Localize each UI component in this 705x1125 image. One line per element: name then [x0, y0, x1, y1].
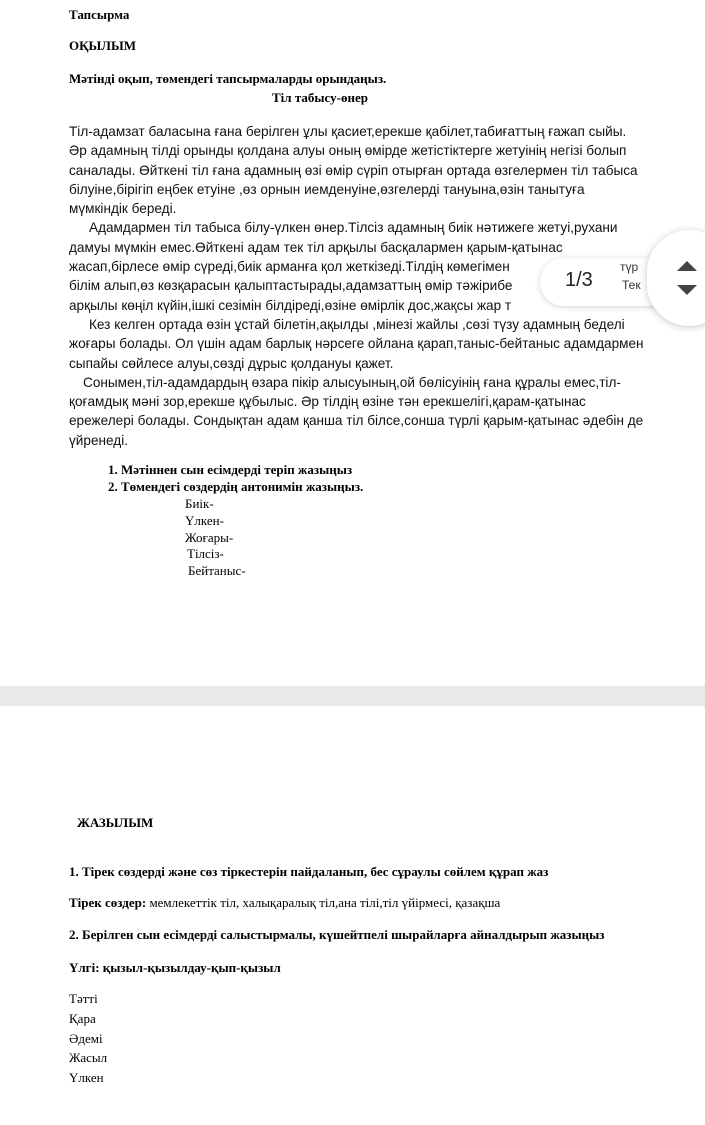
- antonym-word: Жоғары-: [185, 530, 234, 545]
- text-title: Тіл табысу-өнер: [272, 90, 368, 105]
- text-line: білуіне,бірігіп еңбек етуіне ,өз орнын иемденуіне,өзгелерді тануына,өзін танытуға: [69, 181, 585, 197]
- hidden-fragment: Тек: [622, 278, 641, 292]
- keywords-value: мемлекеттік тіл, халықаралық тіл,ана тілі,тіл үйірмесі, қазақша: [149, 895, 501, 910]
- text-line: ережелері болады. Сондықтан адам қанша тіл білсе,сонша түрлі қарым-қатынас әдебін де: [69, 413, 644, 429]
- text-line: Әр адамның тілді орынды қолдана алуы оның өмірде жетістіктерге жетуінің негізі болып: [69, 143, 627, 159]
- section-title-reading: ОҚЫЛЫМ: [69, 38, 137, 53]
- text-line: мүмкіндік береді.: [69, 201, 177, 217]
- chevron-up-icon[interactable]: [677, 261, 697, 271]
- text-line: жоғары болады. Ол үшін адам барлық нәрсеге ойлана қарап,таныс-бейтаныс адамдармен: [69, 336, 644, 352]
- adjective-word: Үлкен: [69, 1070, 104, 1085]
- text-line: үйренеді.: [69, 432, 129, 448]
- text-line: сыпайы сөйлесе алуы,сөзді дұрыс қолдануы қажет.: [69, 355, 394, 371]
- text-line: жасап,бірлесе өмір сүреді,биік арманға қол жеткізеді.Тілдің көмегімен: [69, 259, 510, 275]
- text-line: дамуы мүмкін емес.Өйткені адам тек тіл арқылы басқалармен қарым-қатынас: [69, 239, 563, 255]
- section-label: Тапсырма: [69, 7, 130, 22]
- page-counter: 1/3: [565, 269, 593, 291]
- antonym-word: Биік-: [185, 496, 214, 511]
- text-line: Тіл-адамзат баласына ғана берілген ұлы қасиет,ерекше қабілет,табиғаттың ғажап сыйы.: [69, 124, 627, 139]
- example: Үлгі: қызыл-қызылдау-қып-қызыл: [69, 960, 281, 975]
- document-page-2: [0, 706, 705, 1125]
- antonym-word: Үлкен-: [185, 513, 224, 528]
- text-line: арқылы көңіл күйін,ішкі сезімін білдіреді,өзіне өмірлік дос,жақсы жар т: [69, 297, 512, 313]
- adjective-word: Қара: [69, 1011, 96, 1026]
- writing-task-2: 2. Берілген сын есімдерді салыстырмалы, күшейтпелі шырайларға айналдырып жазыңыз: [69, 927, 605, 942]
- hidden-fragment: түр: [620, 260, 639, 274]
- instruction: Мәтінді оқып, төмендегі тапсырмаларды орындаңыз.: [69, 71, 387, 86]
- text-line: саналады. Өйткені тіл ғана адамның өзі өмір сүріп отырған ортада өзгелермен тіл табыса: [69, 162, 638, 178]
- text-line: Кез келген ортада өзін ұстай білетін,ақылды ,мінезі жайлы ,сөзі түзу адамның беделі: [89, 316, 625, 332]
- adjective-word: Тәтті: [69, 991, 98, 1006]
- writing-task-1: 1. Тірек сөздерді және сөз тіркестерін пайдаланып, бес сұраулы сөйлем құрап жаз: [69, 864, 549, 879]
- task-1: 1. Мәтіннен сын есімдерді теріп жазыңыз: [108, 462, 353, 477]
- text-line: Адамдармен тіл табыса білу-үлкен өнер.Тілсіз адамның биік нәтижеге жетуі,рухани: [89, 220, 618, 236]
- text-line: Сонымен,тіл-адамдардың өзара пікір алысуының,ой бөлісуінің ғана құралы емес,тіл-: [83, 374, 621, 390]
- text-line: қоғамдық мәні зор,ерекше құбылыс. Әр тілдің өзіне тән ерекшелігі,қарам-қатынас: [69, 394, 586, 410]
- adjective-word: Жасыл: [69, 1050, 108, 1065]
- antonym-word: Тілсіз-: [187, 546, 224, 561]
- text-line: білім алып,өз көзқарасын қалыптастырады,адамзаттың өмір тәжірибе: [69, 278, 513, 294]
- adjective-word: Әдемі: [69, 1031, 103, 1046]
- antonym-word: Бейтаныс-: [188, 563, 246, 578]
- page-gap: [0, 686, 705, 706]
- task-2: 2. Төмендегі сөздердің антонимін жазыңыз.: [108, 479, 364, 494]
- chevron-down-icon[interactable]: [677, 285, 697, 295]
- keywords: [69, 895, 500, 911]
- section-title-writing: ЖАЗЫЛЫМ: [77, 815, 154, 830]
- keywords-label: Тірек сөздер:: [69, 895, 147, 910]
